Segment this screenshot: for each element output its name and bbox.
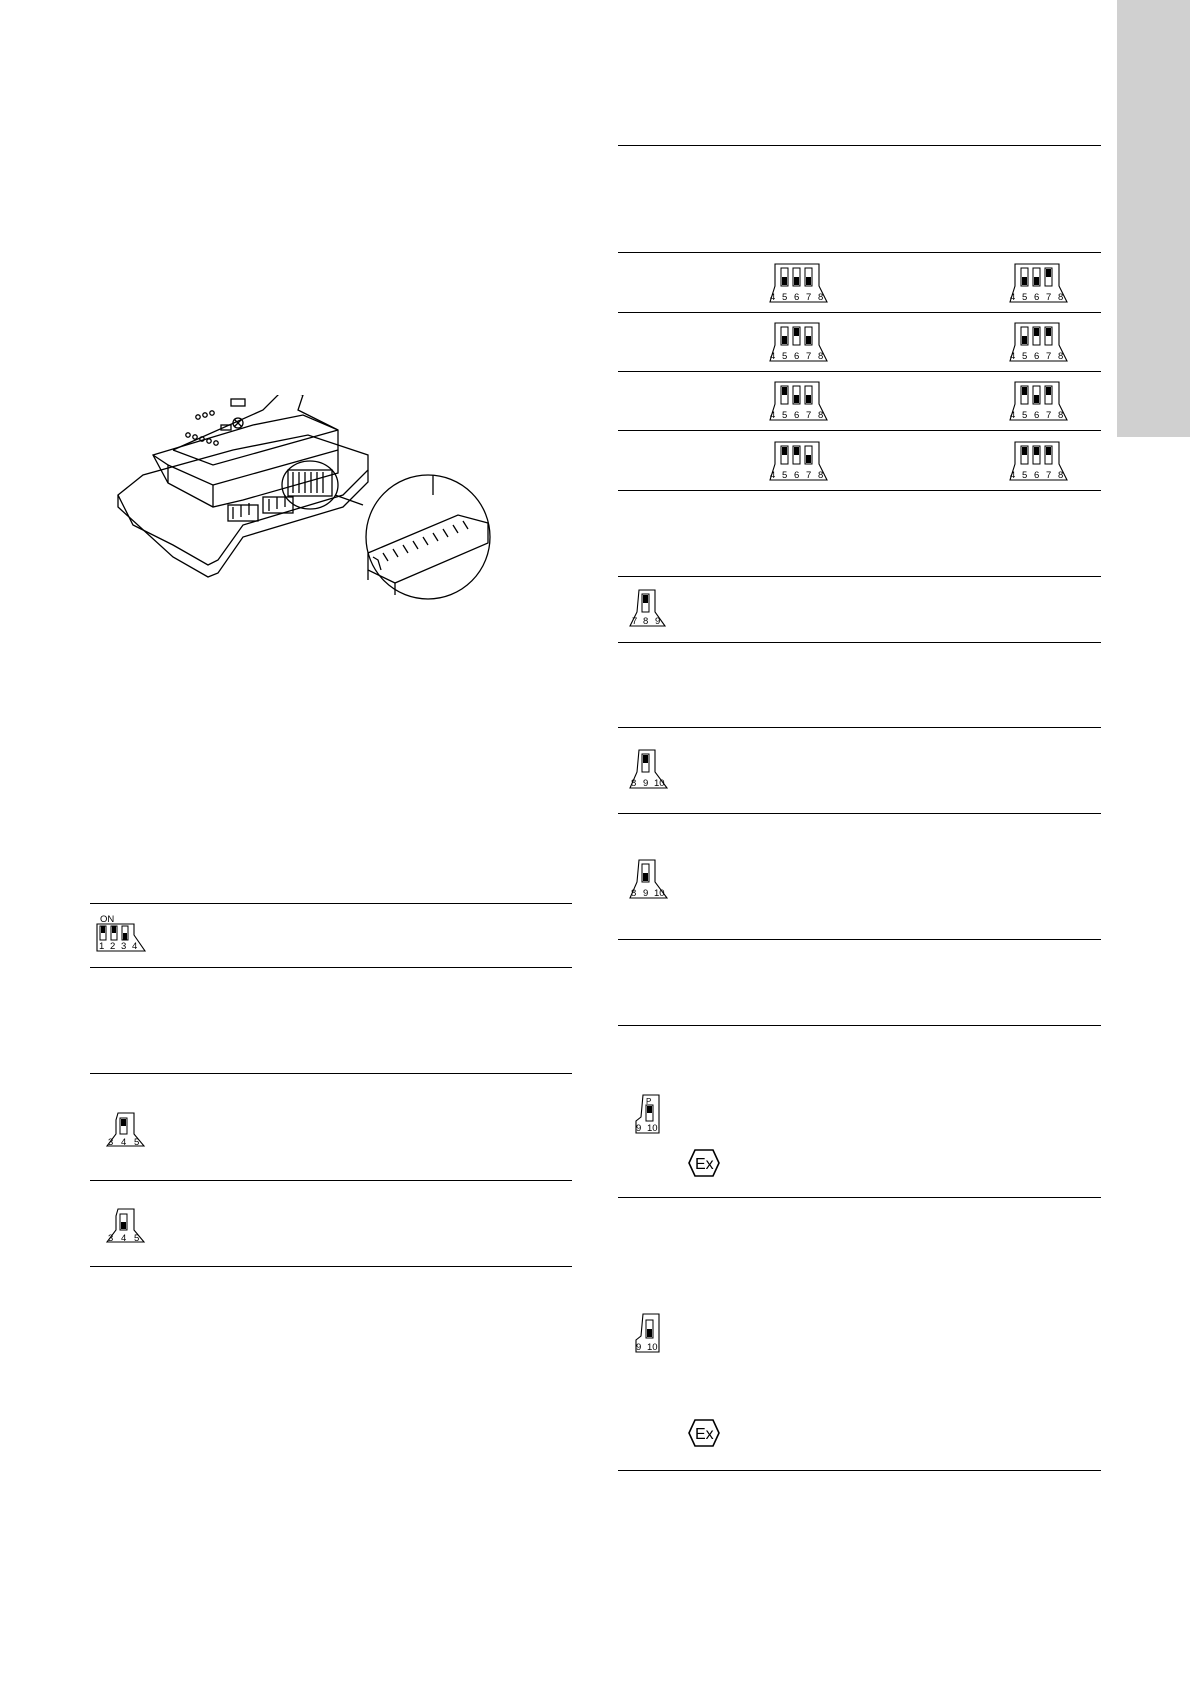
switch-number: 10	[654, 888, 665, 899]
switch-number: 6	[1034, 470, 1040, 481]
dip-switch-icon	[629, 588, 669, 628]
table-rule	[90, 903, 572, 904]
switch-number: 4	[121, 1137, 127, 1148]
table-rule	[618, 813, 1101, 814]
switch-number: 7	[1046, 351, 1052, 362]
switch-number: 4	[770, 292, 776, 303]
switch-number: 8	[1058, 410, 1064, 421]
switch-number: 8	[818, 470, 824, 481]
dip-switch-icon	[629, 748, 671, 790]
dip-switch-icon	[106, 1112, 146, 1148]
table-rule	[90, 967, 572, 968]
switch-number: 8	[818, 292, 824, 303]
dip-switch-icon	[769, 380, 829, 422]
table-rule	[618, 642, 1101, 643]
switch-number: 4	[1010, 292, 1016, 303]
switch-number: 5	[1022, 351, 1028, 362]
switch-number: 4	[770, 470, 776, 481]
switch-number: 9	[655, 616, 661, 627]
switch-number: 9	[636, 1342, 642, 1353]
switch-number: 6	[1034, 292, 1040, 303]
switch-number: 6	[1034, 410, 1040, 421]
dip-switch-icon	[1009, 321, 1069, 363]
switch-number: 6	[794, 470, 800, 481]
switch-number: 6	[794, 351, 800, 362]
ex-mark-label: Ex	[695, 1156, 714, 1173]
switch-number: 4	[1010, 470, 1016, 481]
dip-switch-icon	[1009, 262, 1069, 304]
switch-number: 7	[1046, 470, 1052, 481]
ex-hazard-icon	[687, 1418, 721, 1448]
switch-number: 8	[631, 778, 637, 789]
switch-number: 4	[770, 351, 776, 362]
dip-switch-icon	[635, 1312, 667, 1354]
dip-switch-icon	[629, 858, 671, 900]
table-rule	[618, 1025, 1101, 1026]
switch-number: 7	[1046, 410, 1052, 421]
switch-number: 6	[794, 410, 800, 421]
switch-number: 8	[643, 616, 649, 627]
switch-number: 8	[1058, 292, 1064, 303]
switch-number: 5	[782, 292, 788, 303]
dip-switch-icon	[106, 1208, 146, 1244]
table-rule	[618, 312, 1101, 313]
dip-switch-icon	[769, 262, 829, 304]
table-rule	[618, 145, 1101, 146]
chapter-side-tab	[1117, 0, 1190, 437]
switch-number: 7	[806, 292, 812, 303]
switch-number: 7	[806, 351, 812, 362]
switch-number: 8	[818, 351, 824, 362]
switch-number: 1	[99, 941, 105, 952]
switch-number: 4	[1010, 410, 1016, 421]
switch-number: 7	[806, 470, 812, 481]
table-rule	[618, 1470, 1101, 1471]
switch-number: 8	[1058, 470, 1064, 481]
switch-number: 9	[636, 1123, 642, 1134]
switch-number: 10	[647, 1342, 658, 1353]
table-rule	[90, 1180, 572, 1181]
ex-mark-label: Ex	[695, 1426, 714, 1443]
switch-number: 5	[134, 1137, 140, 1148]
table-rule	[618, 576, 1101, 577]
dip-switch-icon	[769, 440, 829, 482]
table-rule	[618, 371, 1101, 372]
switch-number: 9	[643, 888, 649, 899]
table-rule	[618, 430, 1101, 431]
ex-hazard-icon	[687, 1148, 721, 1178]
switch-p-label: P	[646, 1097, 652, 1106]
table-rule	[618, 252, 1101, 253]
switch-number: 6	[1034, 351, 1040, 362]
switch-number: 9	[643, 778, 649, 789]
switch-number: 7	[1046, 292, 1052, 303]
switch-number: 3	[108, 1137, 114, 1148]
switch-number: 4	[770, 410, 776, 421]
switch-number: 5	[1022, 292, 1028, 303]
table-rule	[618, 1197, 1101, 1198]
switch-number: 5	[782, 470, 788, 481]
switch-number: 8	[1058, 351, 1064, 362]
table-rule	[618, 490, 1101, 491]
dip-switch-icon	[1009, 440, 1069, 482]
table-rule	[90, 1073, 572, 1074]
switch-number: 7	[632, 616, 638, 627]
switch-number: 4	[132, 941, 138, 952]
switch-number: 5	[1022, 470, 1028, 481]
dip-switch-detail-illustration	[113, 395, 533, 655]
switch-number: 10	[654, 778, 665, 789]
switch-number: 8	[631, 888, 637, 899]
switch-number: 5	[134, 1233, 140, 1244]
table-rule	[618, 939, 1101, 940]
switch-number: 6	[794, 292, 800, 303]
switch-number: 7	[806, 410, 812, 421]
switch-number: 3	[121, 941, 127, 952]
dip-switch-icon	[769, 321, 829, 363]
switch-number: 4	[1010, 351, 1016, 362]
switch-number: 2	[110, 941, 116, 952]
table-rule	[90, 1266, 572, 1267]
switch-number: 4	[121, 1233, 127, 1244]
switch-number: 5	[1022, 410, 1028, 421]
switch-number: 3	[108, 1233, 114, 1244]
switch-number: 5	[782, 351, 788, 362]
switch-number: 10	[647, 1123, 658, 1134]
switch-on-label: ON	[100, 914, 115, 925]
dip-switch-icon	[635, 1093, 667, 1135]
switch-number: 8	[818, 410, 824, 421]
dip-switch-icon	[1009, 380, 1069, 422]
switch-number: 5	[782, 410, 788, 421]
table-rule	[618, 727, 1101, 728]
dip-switch-icon	[96, 913, 152, 953]
